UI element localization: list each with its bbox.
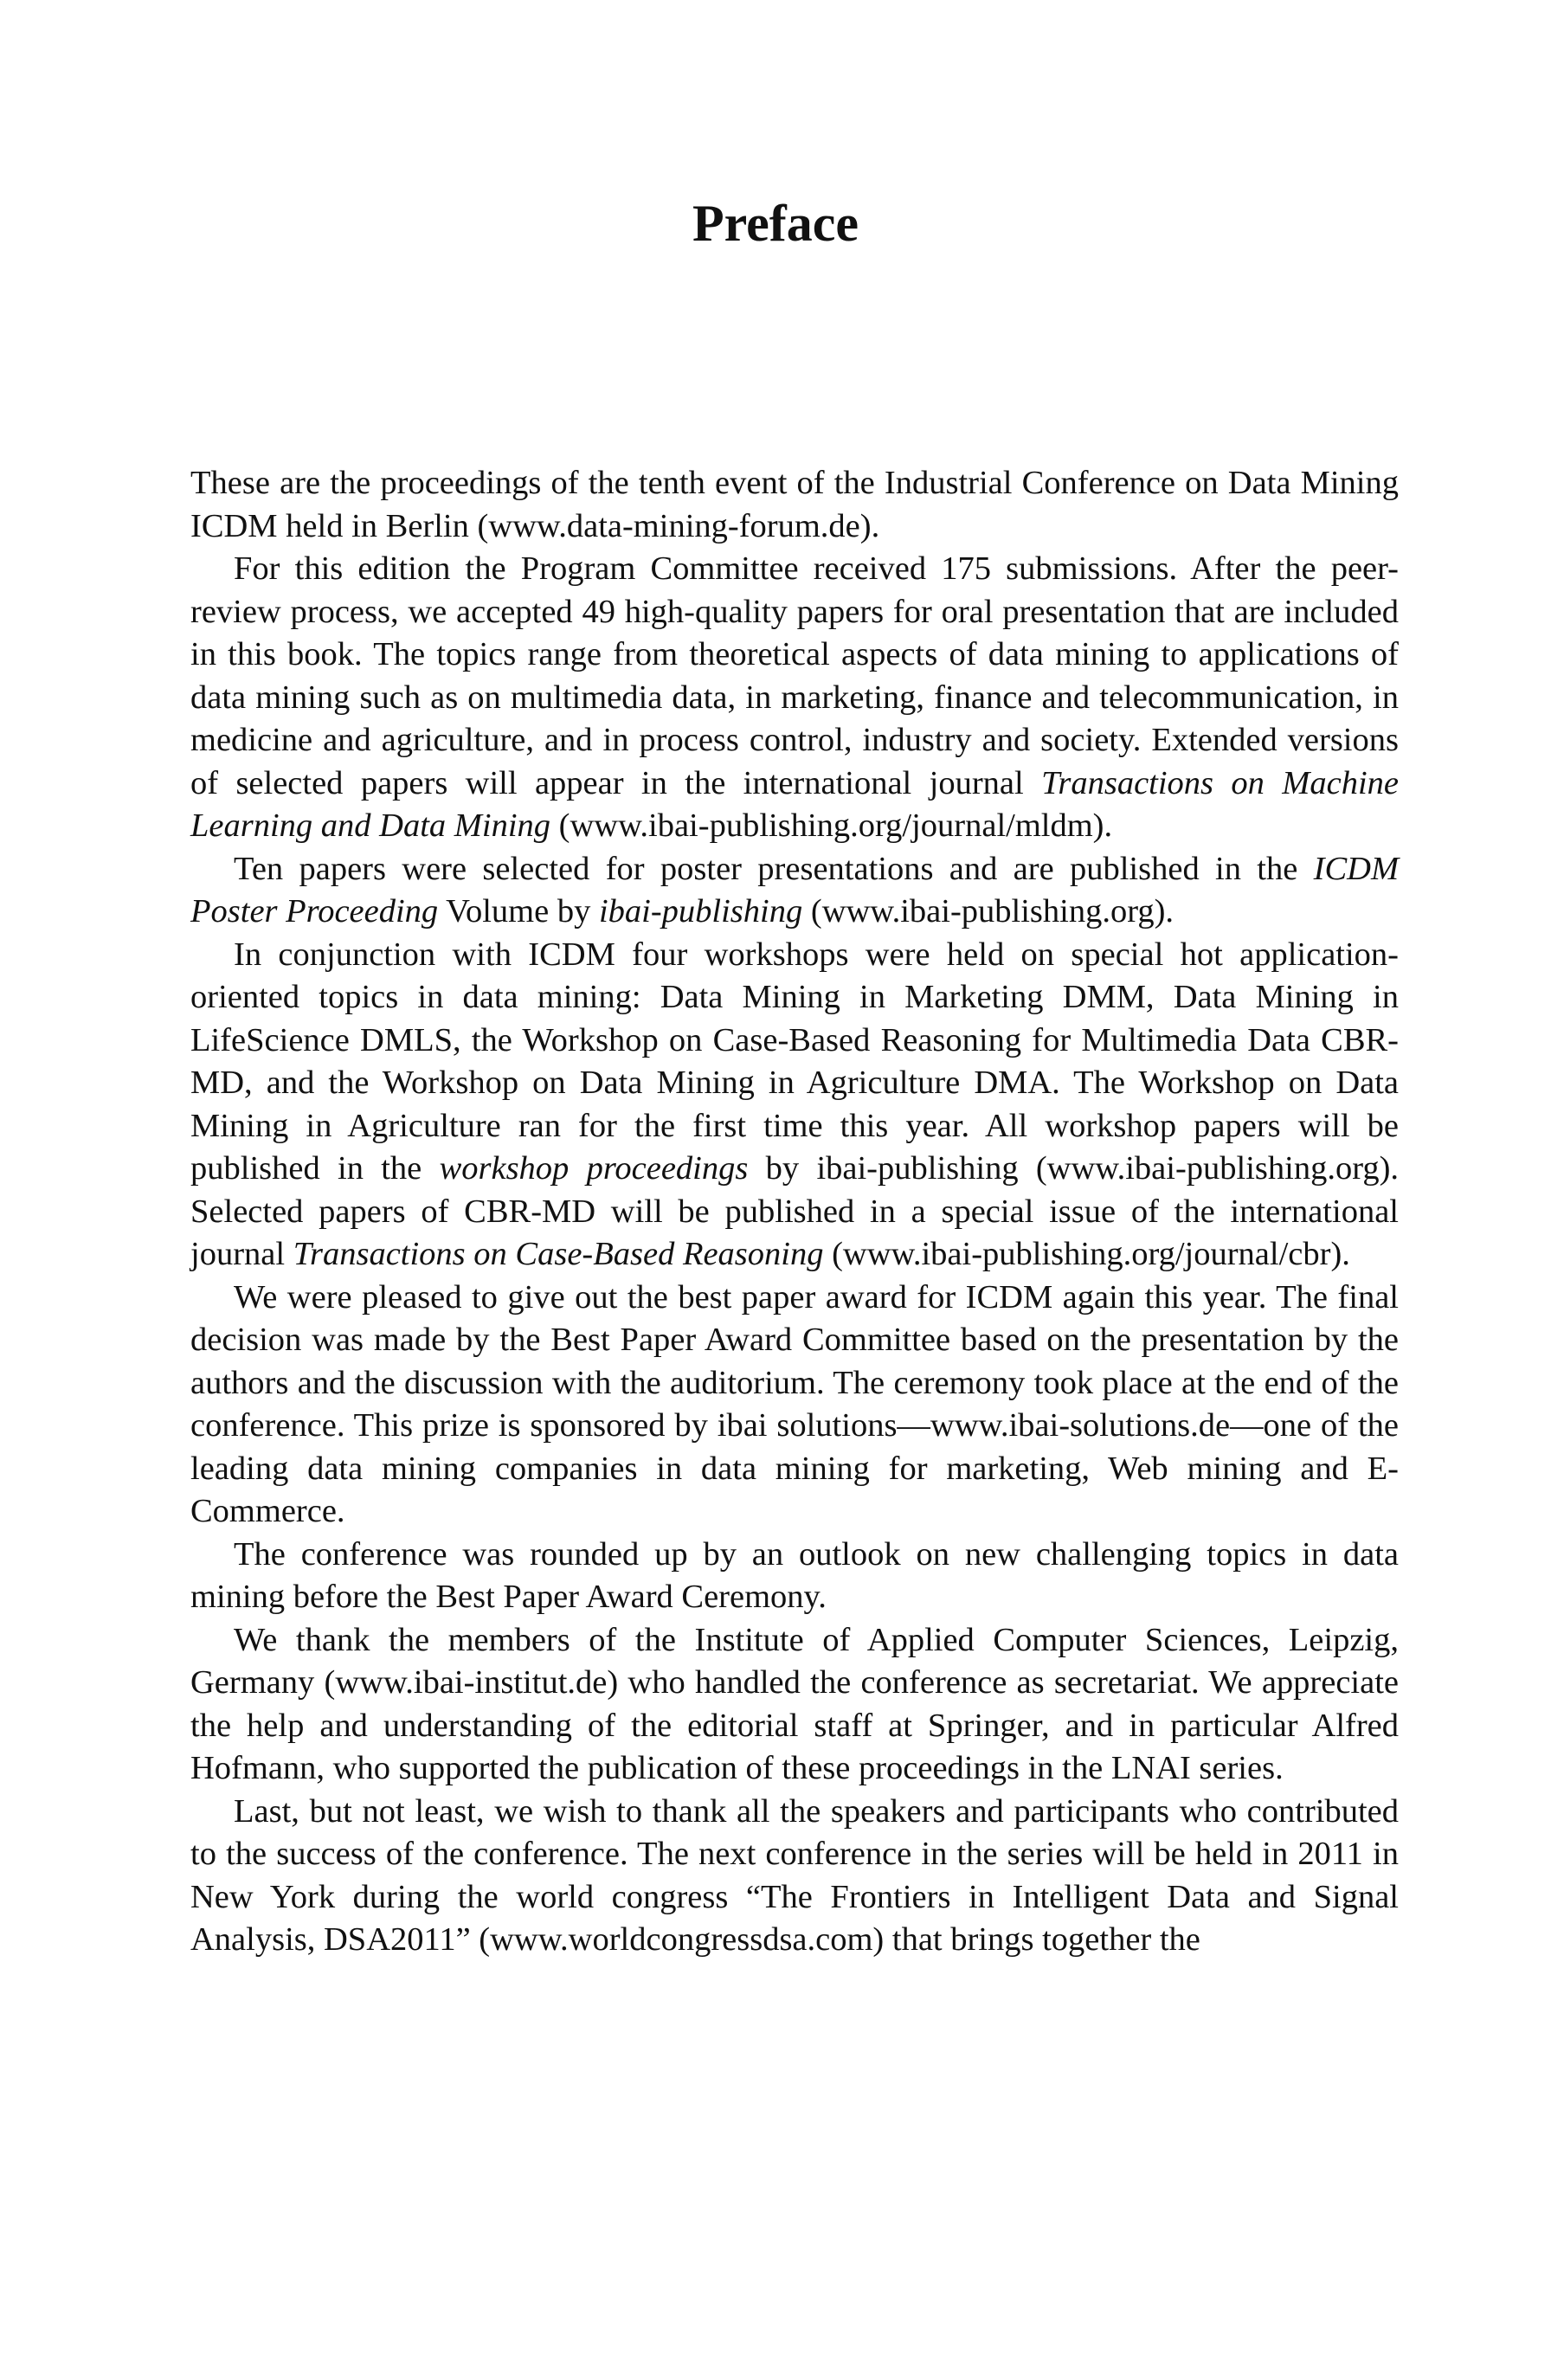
paragraph-4-mid: by ibai-publishing (www.ibai-publishing.org). Selected papers of CBR-MD will be published in a special issue of the international journal	[190, 1150, 1400, 1272]
journal-title-cbr: Transactions on Case-Based Reasoning	[293, 1236, 824, 1272]
paragraph-6	[190, 1534, 1399, 1619]
publisher-name: ibai-publishing	[598, 893, 803, 929]
paragraph-7	[190, 1619, 1399, 1791]
paragraph-2-text: For this edition the Program Committee received 175 submissions. After the peer-review process, we accepted 49 high-quality papers for oral presentation that are included in this book. The topics range from theoretical aspects of data mining to applications of data mining such as on multimedia data, in marketing, finance and telecommunication, in medicine and agriculture, and in process control, industry and society. Extended versions of selected papers will appear in the international journal	[190, 550, 1399, 801]
body-text	[190, 462, 1399, 1962]
paragraph-1-text: These are the proceedings of the tenth event of the Industrial Conference on Data Mining ICDM held in Berlin (www.data-mining-forum.de).	[190, 465, 1399, 544]
paragraph-6-text: The conference was rounded up by an outlook on new challenging topics in data mining before the Best Paper Award Ceremony.	[190, 1535, 1399, 1615]
paragraph-7-text: We thank the members of the Institute of Applied Computer Sciences, Leipzig, Germany (www.ibai-institut.de) who handled the conference as secretariat. We appreciate the help and understanding of the editorial staff at Springer, and in particular Alfred Hofmann, who supported the publication of these proceedings in the LNAI series.	[190, 1621, 1399, 1786]
page-title: Preface	[692, 195, 859, 252]
paragraph-8-text: Last, but not least, we wish to thank all the speakers and participants who contributed to the success of the conference. The next conference in the series will be held in 2011 in New York during the world congress “The Frontiers in Intelligent Data and Signal Analysis, DSA2011” (www.worldcongressdsa.com) that brings together the	[190, 1792, 1399, 1958]
paragraph-3-mid: Volume by	[446, 893, 591, 929]
paragraph-2	[190, 548, 1399, 848]
paragraph-4-end: (www.ibai-publishing.org/journal/cbr).	[832, 1236, 1350, 1272]
journal-title-mldm: Transactions on Machine Learning and Data Mining	[190, 764, 1400, 844]
paragraph-3-start: Ten papers were selected for poster presentations and are published in the	[234, 850, 1298, 887]
paragraph-5-text: We were pleased to give out the best paper award for ICDM again this year. The final decision was made by the Best Paper Award Committee based on the presentation by the authors and the discussion with the auditorium. The ceremony took place at the end of the conference. This prize is sponsored by ibai solutions—www.ibai-solutions.de—one of the leading data mining companies in data mining for marketing, Web mining and E-Commerce.	[190, 1278, 1399, 1529]
paragraph-4	[190, 934, 1399, 1277]
paragraph-3	[190, 848, 1399, 934]
workshop-proceedings-title: workshop proceedings	[439, 1150, 749, 1187]
paragraph-2-end: (www.ibai-publishing.org/journal/mldm).	[558, 807, 1113, 844]
paragraph-1	[190, 462, 1399, 548]
poster-volume-title: ICDM Poster Proceeding	[190, 850, 1400, 929]
paragraph-8	[190, 1791, 1399, 1962]
paragraph-5	[190, 1277, 1399, 1534]
paragraph-4-start: In conjunction with ICDM four workshops were held on special hot application-oriented topics in data mining: Data Mining in Marketing DMM, Data Mining in LifeScience DMLS, the Workshop on Case-Based Reasoning for Multimedia Data CBR-MD, and the Workshop on Data Mining in Agriculture DMA. The Workshop on Data Mining in Agriculture ran for the first time this year. All workshop papers will be published in the	[190, 936, 1399, 1187]
paragraph-3-end: (www.ibai-publishing.org).	[810, 893, 1175, 929]
